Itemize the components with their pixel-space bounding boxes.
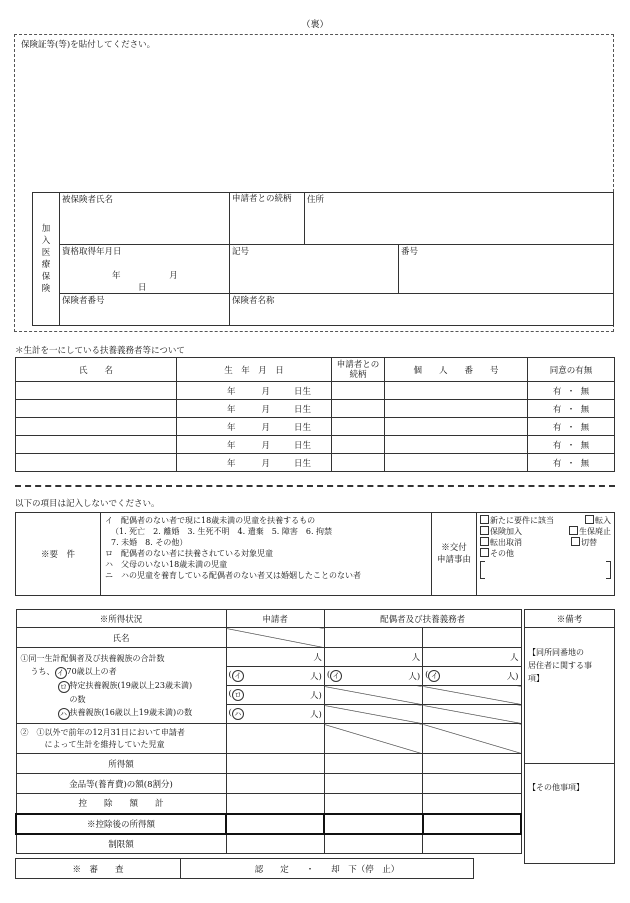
dependents-row bbox=[16, 436, 615, 454]
spouse-deduction-cell[interactable] bbox=[324, 794, 422, 814]
applicant-child-cell[interactable] bbox=[226, 724, 324, 754]
dependents-header-consent: 同意の有無 bbox=[528, 358, 615, 382]
acquired-date-cell[interactable]: 資格取得年月日 年 月 日 bbox=[60, 245, 230, 294]
dependent-id-cell[interactable] bbox=[385, 400, 528, 418]
income-spouse-name-cell[interactable] bbox=[324, 628, 422, 648]
dependent-consent-cell[interactable]: 有 ・ 無 bbox=[528, 418, 615, 436]
dependent-consent-cell[interactable]: 有 ・ 無 bbox=[528, 400, 615, 418]
income-limit-label: 制限額 bbox=[16, 834, 226, 854]
checkbox-welfare-end[interactable]: 生保廃止 bbox=[569, 526, 611, 537]
review-label: ※ 審 査 bbox=[16, 859, 181, 879]
spouse-net-income-cell[interactable] bbox=[324, 814, 422, 834]
dependent-relation-cell[interactable] bbox=[332, 382, 385, 400]
remarks-title: ※備考 bbox=[525, 610, 615, 628]
spouse-child-cell bbox=[324, 724, 422, 754]
net-income-label: ※控除後の所得額 bbox=[16, 814, 226, 834]
dependent-name-cell[interactable] bbox=[16, 418, 177, 436]
dependent-consent-cell[interactable]: 有 ・ 無 bbox=[528, 382, 615, 400]
deduction-total-label: 控 除 額 計 bbox=[16, 794, 226, 814]
dependent-consent-cell[interactable]: 有 ・ 無 bbox=[528, 454, 615, 472]
dependents-row bbox=[16, 400, 615, 418]
spouse-age16-cell bbox=[324, 705, 422, 724]
dependent-specified-cell bbox=[423, 686, 521, 705]
dependent-income-cell[interactable] bbox=[423, 754, 521, 774]
checkbox-switch[interactable]: 切替 bbox=[571, 537, 597, 548]
dependents-header-id: 個 人 番 号 bbox=[385, 358, 528, 382]
dependent-birth-cell[interactable]: 年 月 日生 bbox=[177, 382, 332, 400]
dependent-support-cell[interactable] bbox=[423, 774, 521, 794]
remarks-other[interactable]: 【その他事項】 bbox=[525, 764, 615, 864]
dependent-name-cell[interactable] bbox=[16, 436, 177, 454]
other-bracket[interactable] bbox=[480, 561, 611, 579]
dependent-total-cell[interactable]: 人 bbox=[423, 648, 521, 667]
income-table bbox=[15, 609, 522, 854]
income-spouse-header: 配偶者及び扶養義務者 bbox=[324, 610, 521, 628]
dependent-birth-cell[interactable]: 年 月 日生 bbox=[177, 436, 332, 454]
child-row-label: ② ①以外で前年の12月31日において申請者 によって生計を維持していた児童 bbox=[16, 724, 226, 754]
dependent-name-cell[interactable] bbox=[16, 454, 177, 472]
dependent-id-cell[interactable] bbox=[385, 418, 528, 436]
insurance-card-instruction: 保険証等(等)を貼付してください。 bbox=[21, 40, 156, 50]
dependents-count-label: ①同一生計配偶者及び扶養親族の合計数 うち、 イ 70歳以上の者 ロ 特定扶養親族(19歳以上23歳未満) の数 ハ 扶養親族(16歳以上19歳未満)の数 bbox=[16, 648, 226, 724]
symbol-cell[interactable]: 記号 bbox=[230, 245, 399, 294]
dependents-header-name: 氏 名 bbox=[16, 358, 177, 382]
applicant-age16-cell[interactable]: ( ハ 人) bbox=[226, 705, 324, 724]
dependent-id-cell[interactable] bbox=[385, 382, 528, 400]
applicant-support-cell[interactable] bbox=[226, 774, 324, 794]
applicant-age70-cell[interactable]: ( イ 人) bbox=[226, 667, 324, 686]
address-cell[interactable]: 住所 bbox=[305, 193, 614, 245]
spouse-specified-cell bbox=[324, 686, 422, 705]
dependent-age70-cell[interactable]: ( イ 人) bbox=[423, 667, 521, 686]
income-amount-label: 所得額 bbox=[16, 754, 226, 774]
review-result[interactable]: 認 定 ・ 却 下（停 止） bbox=[181, 859, 474, 879]
grant-reason-label: ※交付 申請事由 bbox=[432, 513, 477, 596]
dependents-row bbox=[16, 382, 615, 400]
dependent-child-cell bbox=[423, 724, 521, 754]
remarks-same-address[interactable]: 【同所同番地の 居住者に関する事 項】 bbox=[525, 628, 615, 764]
spouse-limit-cell[interactable] bbox=[324, 834, 422, 854]
enrolled-insurance-table bbox=[32, 192, 614, 326]
requirements-table bbox=[15, 512, 615, 596]
dependents-header-birth: 生 年 月 日 bbox=[177, 358, 332, 382]
dependent-name-cell[interactable] bbox=[16, 382, 177, 400]
dependent-birth-cell[interactable]: 年 月 日生 bbox=[177, 454, 332, 472]
enrolled-insurance-side-label: 加 入 医 療 保 険 bbox=[33, 193, 60, 326]
dependents-title: ＊生計を一にしている扶養義務者等について bbox=[15, 346, 185, 356]
spouse-support-cell[interactable] bbox=[324, 774, 422, 794]
requirements-label: ※要 件 bbox=[16, 513, 101, 596]
dependent-birth-cell[interactable]: 年 月 日生 bbox=[177, 400, 332, 418]
dependent-age16-cell bbox=[423, 705, 521, 724]
checkbox-move-out-cancel[interactable]: 転出取消 bbox=[480, 538, 522, 547]
income-applicant-name-cell bbox=[226, 628, 324, 648]
dependent-name-cell[interactable] bbox=[16, 400, 177, 418]
dependent-id-cell[interactable] bbox=[385, 454, 528, 472]
requirements-list: イ 配偶者のない者で現に18歳未満の児童を扶養するもの （1. 死亡 2. 離婚 3. 生死不明 4. 遺棄 5. 障害 6. 拘禁 7. 未婚 8. その他） ロ 配偶者のない者に扶養されている対象児童 ハ 父母のいない18歳未満の児童 ニ ハの児童を養育している配偶者のない者又は婚姻したことのない者 bbox=[101, 513, 432, 596]
spouse-age70-cell[interactable]: ( イ 人) bbox=[324, 667, 422, 686]
dependent-id-cell[interactable] bbox=[385, 436, 528, 454]
dependent-deduction-cell[interactable] bbox=[423, 794, 521, 814]
insured-name-cell[interactable]: 被保険者氏名 bbox=[60, 193, 230, 245]
insurer-number-cell[interactable]: 保険者番号 bbox=[60, 294, 230, 326]
checkbox-new-requirement[interactable]: 新たに要件に該当 bbox=[480, 516, 554, 525]
applicant-total-cell[interactable]: 人 bbox=[226, 648, 324, 667]
dependents-header-relation: 申請者との続柄 bbox=[332, 358, 385, 382]
applicant-net-income-cell[interactable] bbox=[226, 814, 324, 834]
spouse-income-cell[interactable] bbox=[324, 754, 422, 774]
number-cell[interactable]: 番号 bbox=[399, 245, 614, 294]
insurance-card-area bbox=[14, 34, 614, 332]
income-applicant-header: 申請者 bbox=[226, 610, 324, 628]
dependent-relation-cell[interactable] bbox=[332, 436, 385, 454]
grant-reason-checkboxes bbox=[477, 513, 615, 596]
review-table bbox=[15, 858, 474, 879]
dependents-row bbox=[16, 418, 615, 436]
applicant-deduction-cell[interactable] bbox=[226, 794, 324, 814]
spouse-total-cell[interactable]: 人 bbox=[324, 648, 422, 667]
applicant-specified-cell[interactable]: ( ロ 人) bbox=[226, 686, 324, 705]
applicant-limit-cell[interactable] bbox=[226, 834, 324, 854]
income-name-label: 氏名 bbox=[16, 628, 226, 648]
dependents-table bbox=[15, 357, 615, 472]
office-use-notice: 以下の項目は記入しないでください。 bbox=[15, 499, 160, 509]
remarks-table bbox=[524, 609, 615, 864]
support-money-label: 金品等(養育費)の額(8割分) bbox=[16, 774, 226, 794]
dependent-birth-cell[interactable]: 年 月 日生 bbox=[177, 418, 332, 436]
applicant-income-cell[interactable] bbox=[226, 754, 324, 774]
dependents-row bbox=[16, 454, 615, 472]
dependent-relation-cell[interactable] bbox=[332, 400, 385, 418]
income-dependent-name-cell[interactable] bbox=[423, 628, 521, 648]
income-title: ※所得状況 bbox=[16, 610, 226, 628]
dependent-relation-cell[interactable] bbox=[332, 454, 385, 472]
dependent-net-income-cell[interactable] bbox=[423, 814, 521, 834]
dependent-relation-cell[interactable] bbox=[332, 418, 385, 436]
checkbox-insurance-join[interactable]: 保険加入 bbox=[480, 527, 522, 536]
checkbox-move-in[interactable]: 転入 bbox=[585, 515, 611, 526]
checkbox-other[interactable]: その他 bbox=[480, 549, 514, 558]
relation-cell[interactable]: 申請者との続柄 bbox=[230, 193, 305, 245]
dependent-limit-cell[interactable] bbox=[423, 834, 521, 854]
cut-line bbox=[15, 485, 615, 487]
dependent-consent-cell[interactable]: 有 ・ 無 bbox=[528, 436, 615, 454]
insurer-name-cell[interactable]: 保険者名称 bbox=[230, 294, 614, 326]
page-side-label: （裏） bbox=[301, 20, 329, 30]
